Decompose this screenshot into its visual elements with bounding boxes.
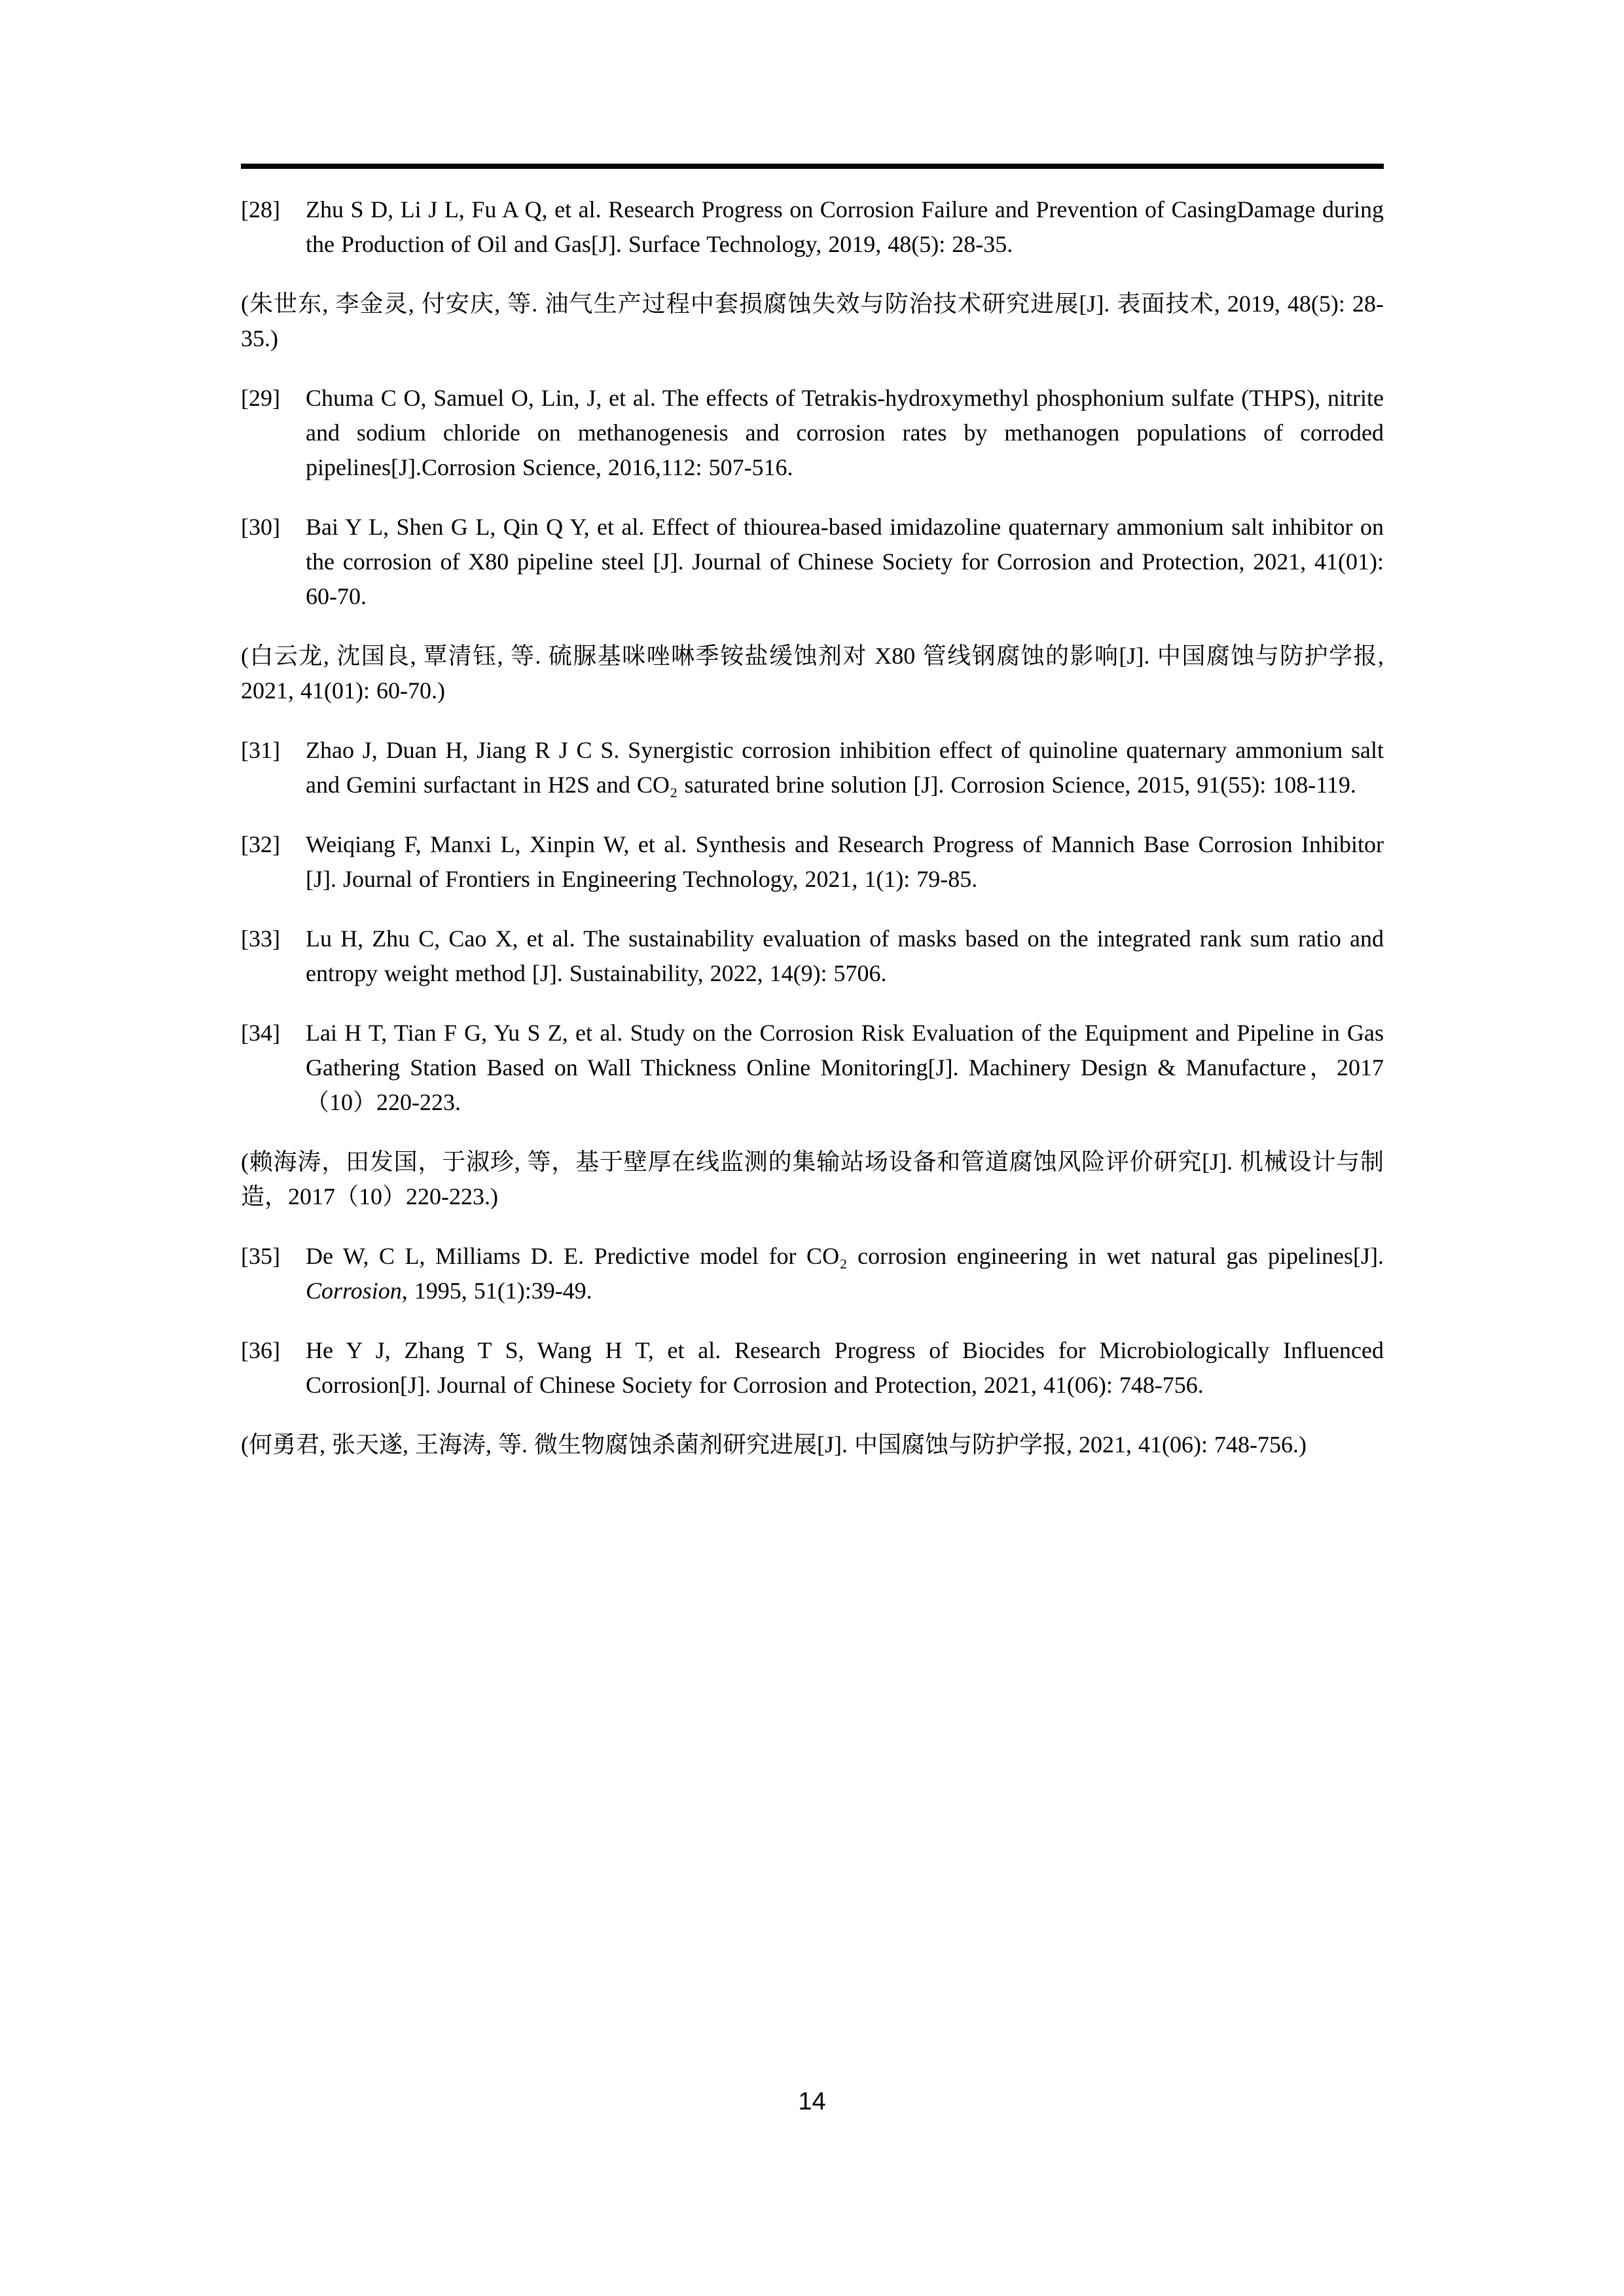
translation-item xyxy=(241,287,1384,356)
reference-text xyxy=(306,1243,1384,1304)
translation-text: (白云龙, 沈国良, 覃清钰, 等. 硫脲基咪唑啉季铵盐缓蚀剂对 X80 管线钢腐蚀的影响[J]. 中国腐蚀与防护学报, 2021, 41(01): 60-70.) xyxy=(241,643,1384,704)
reference-text-segment: De W, C L, Milliams D. E. Predictive model for CO₂ corrosion engineering in wet natural gas pipelines[J]. xyxy=(306,1243,1384,1269)
reference-text: Weiqiang F, Manxi L, Xinpin W, et al. Synthesis and Research Progress of Mannich Base Corrosion Inhibitor [J]. Journal of Frontiers in Engineering Technology, 2021, 1(1): 79-85. xyxy=(306,831,1384,892)
reference-item xyxy=(241,1239,1384,1308)
reference-number: [32] xyxy=(241,831,280,857)
reference-number: [33] xyxy=(241,925,280,952)
reference-number: [28] xyxy=(241,196,280,223)
reference-item xyxy=(241,192,1384,262)
reference-text: Lu H, Zhu C, Cao X, et al. The sustainability evaluation of masks based on the integrated rank sum ratio and entropy weight method [J]. Sustainability, 2022, 14(9): 5706. xyxy=(306,925,1384,986)
references-list xyxy=(241,192,1384,1487)
reference-item xyxy=(241,510,1384,614)
reference-item xyxy=(241,733,1384,802)
translation-item xyxy=(241,1427,1384,1462)
translation-text: (何勇君, 张天遂, 王海涛, 等. 微生物腐蚀杀菌剂研究进展[J]. 中国腐蚀与防护学报, 2021, 41(06): 748-756.) xyxy=(241,1431,1307,1458)
translation-text: (朱世东, 李金灵, 付安庆, 等. 油气生产过程中套损腐蚀失效与防治技术研究进展[J]. 表面技术, 2019, 48(5): 28-35.) xyxy=(241,291,1384,351)
reference-number: [35] xyxy=(241,1243,280,1269)
translation-item xyxy=(241,1145,1384,1214)
reference-item xyxy=(241,1016,1384,1120)
reference-item xyxy=(241,922,1384,991)
reference-text: Chuma C O, Samuel O, Lin, J, et al. The effects of Tetrakis-hydroxymethyl phosphonium sulfate (THPS), nitrite and sodium chloride on methanogenesis and corrosion rates by methanogen populations of corroded pipelines[J].Corrosion Science, 2016,112: 507-516. xyxy=(306,385,1384,480)
reference-text: Lai H T, Tian F G, Yu S Z, et al. Study on the Corrosion Risk Evaluation of the Equipment and Pipeline in Gas Gathering Station Based on Wall Thickness Online Monitoring[J]. Machinery Design & Manufacture，2017（10）220-223. xyxy=(306,1020,1384,1115)
reference-number: [36] xyxy=(241,1337,280,1363)
reference-number: [29] xyxy=(241,385,280,411)
reference-text-segment: , 1995, 51(1):39-49. xyxy=(401,1278,592,1304)
reference-text: Bai Y L, Shen G L, Qin Q Y, et al. Effect of thiourea-based imidazoline quaternary ammonium salt inhibitor on the corrosion of X80 pipeline steel [J]. Journal of Chinese Society for Corrosion and Protection, 2021, 41(01): 60-70. xyxy=(306,514,1384,609)
reference-number: [34] xyxy=(241,1020,280,1046)
reference-item xyxy=(241,381,1384,485)
reference-text: Zhu S D, Li J L, Fu A Q, et al. Research Progress on Corrosion Failure and Prevention of CasingDamage during the Production of Oil and Gas[J]. Surface Technology, 2019, 48(5): 28-35. xyxy=(306,196,1384,257)
header-rule xyxy=(241,164,1384,169)
reference-number: [31] xyxy=(241,737,280,763)
reference-text: Zhao J, Duan H, Jiang R J C S. Synergistic corrosion inhibition effect of quinoline quaternary ammonium salt and Gemini surfactant in H2S and CO₂ saturated brine solution [J]. Corrosion Science, 2015, 91(55): 108-119. xyxy=(306,737,1384,798)
reference-item xyxy=(241,1333,1384,1403)
reference-number: [30] xyxy=(241,514,280,540)
translation-item xyxy=(241,639,1384,708)
reference-item xyxy=(241,827,1384,897)
page-number: 14 xyxy=(798,2088,826,2115)
journal-name-italic: Corrosion xyxy=(306,1278,402,1304)
translation-text: (赖海涛，田发国，于淑珍, 等，基于壁厚在线监测的集输站场设备和管道腐蚀风险评价研究[J]. 机械设计与制造，2017（10）220-223.) xyxy=(241,1149,1384,1210)
reference-text: He Y J, Zhang T S, Wang H T, et al. Research Progress of Biocides for Microbiologically Influenced Corrosion[J]. Journal of Chinese Society for Corrosion and Protection, 2021, 41(06): 748-756. xyxy=(306,1337,1384,1398)
